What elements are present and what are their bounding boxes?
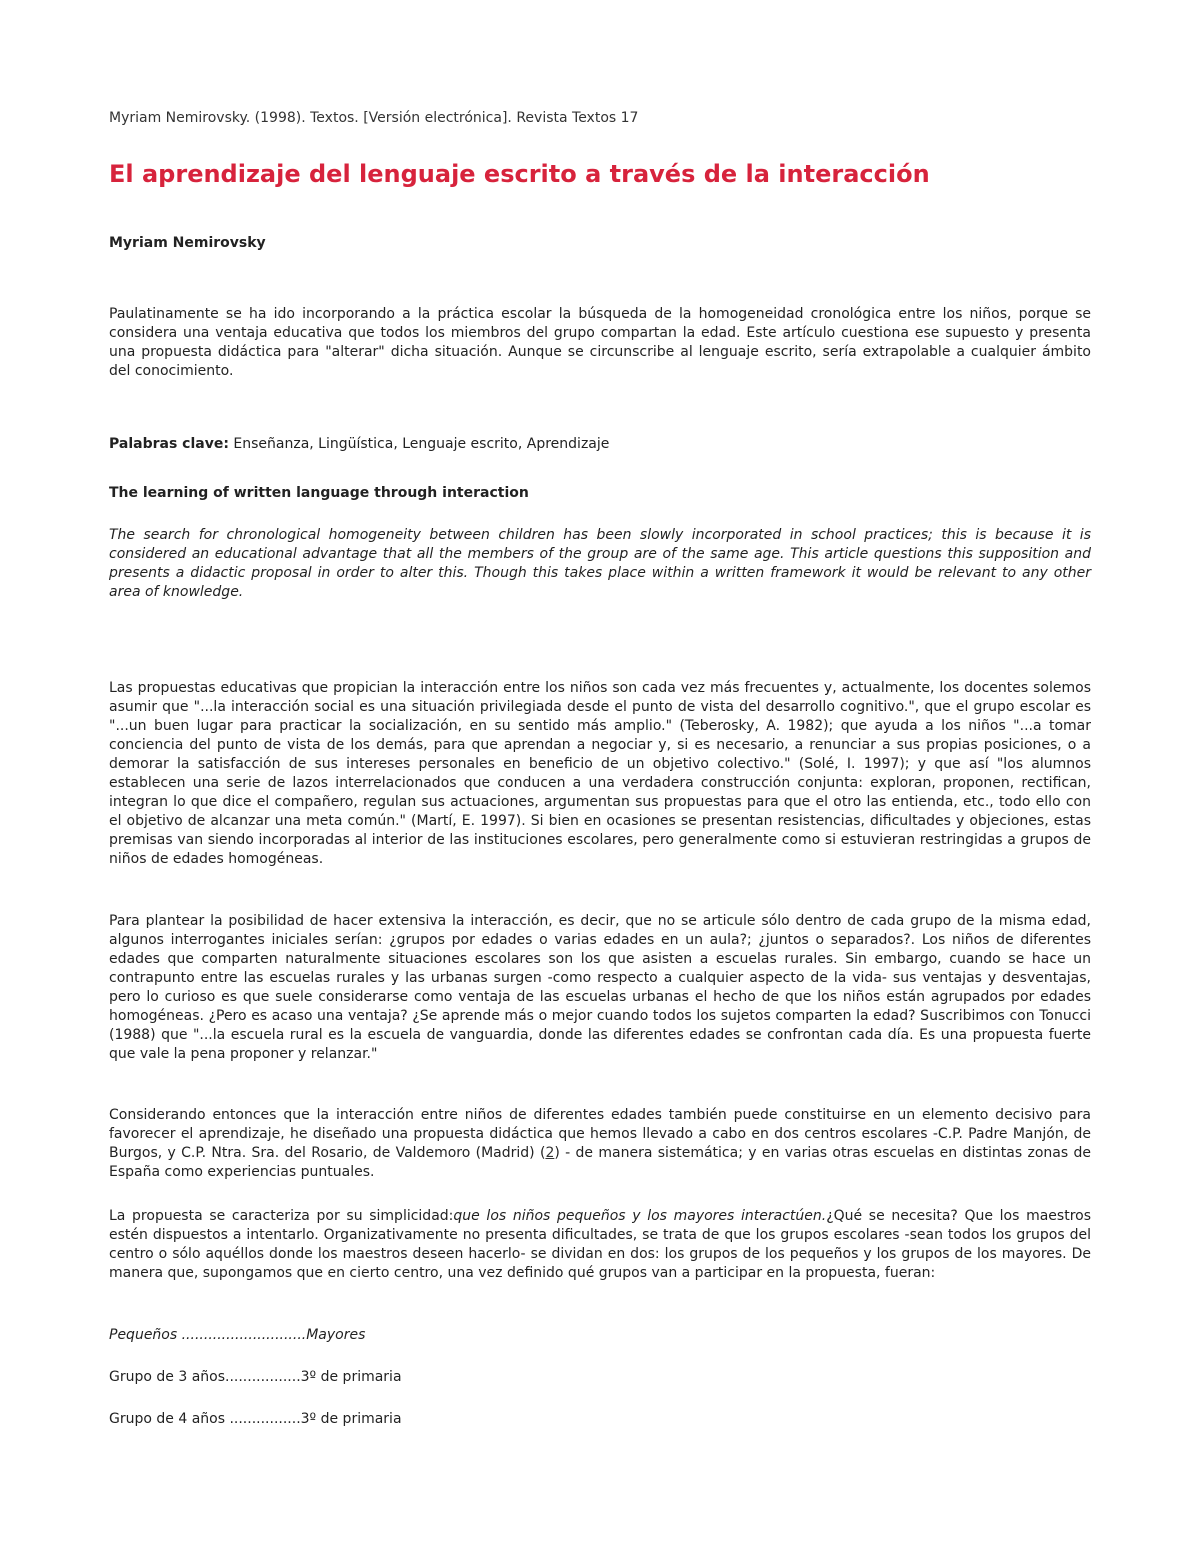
author-name: Myriam Nemirovsky	[109, 235, 266, 251]
groups-row-2: Grupo de 4 años ................3º de primaria	[109, 1411, 402, 1427]
abstract-en: The search for chronological homogeneity between children has been slowly incorporated in school practices; this is because it is considered an educational advantage that all the members of the group are of the same age. This article questions this supposition and presents a didactic proposal in order to alter this. Though this takes place within a written framework it would be relevant to any other area of knowledge.	[109, 527, 1091, 600]
keywords-label: Palabras clave:	[109, 436, 229, 452]
body-paragraph-3	[109, 1106, 1091, 1182]
p3-text-before: Considerando entonces que la interacción entre niños de diferentes edades también puede constituirse en un elemento decisivo para favorecer el aprendizaje, he diseñado una propuesta didáctica que hemos llevado a cabo en dos centros escolares -C.P. Padre Manjón, de Burgos, y C.P. Ntra. Sra. del Rosario, de Valdemoro (Madrid) (	[109, 1107, 1091, 1161]
p4-italic-phrase: que los niños pequeños y los mayores interactúen.	[453, 1208, 827, 1224]
body-paragraph-4	[109, 1207, 1091, 1283]
body-paragraph-1: Las propuestas educativas que propician la interacción entre los niños son cada vez más frecuentes y, actualmente, los docentes solemos asumir que "...la interacción social es una situación privilegiada desde el punto de vista del desarrollo cognitivo.", que el grupo escolar es "...un buen lugar para practicar la socialización, en su sentido más amplio." (Teberosky, A. 1982); que ayuda a los niños "...a tomar conciencia del punto de vista de los demás, para que aprendan a negociar y, si es necesario, a renunciar a sus propias posiciones, o a demorar la satisfacción de sus intereses personales en beneficio de un objetivo colectivo." (Solé, I. 1997); y que así "los alumnos establecen una serie de lazos interrelacionados que conducen a una verdadera construcción conjunta: exploran, proponen, rectifican, integran lo que dice el compañero, regulan sus actuaciones, argumentan sus propuestas para que el otro las entienda, etc., todo ello con el objetivo de alcanzar una meta común." (Martí, E. 1997). Si bien en ocasiones se presentan resistencias, dificultades y objeciones, estas premisas van siendo incorporadas al interior de las instituciones escolares, pero generalmente como si estuvieran restringidas a grupos de niños de edades homogéneas.	[109, 680, 1091, 867]
citation: Myriam Nemirovsky. (1998). Textos. [Versión electrónica]. Revista Textos 17	[109, 110, 639, 126]
keywords-value: Enseñanza, Lingüística, Lenguaje escrito, Aprendizaje	[228, 436, 610, 452]
groups-row-1: Grupo de 3 años.................3º de primaria	[109, 1369, 402, 1385]
abstract-es: Paulatinamente se ha ido incorporando a la práctica escolar la búsqueda de la homogeneidad cronológica entre los niños, porque se considera una ventaja educativa que todos los miembros del grupo compartan la edad. Este artículo cuestiona ese supuesto y presenta una propuesta didáctica para "alterar" dicha situación. Aunque se circunscribe al lenguaje escrito, sería extrapolable a cualquier ámbito del conocimiento.	[109, 306, 1091, 379]
english-title: The learning of written language through interaction	[109, 485, 529, 501]
body-paragraph-2: Para plantear la posibilidad de hacer extensiva la interacción, es decir, que no se articule sólo dentro de cada grupo de la misma edad, algunos interrogantes iniciales serían: ¿grupos por edades o varias edades en un aula?; ¿juntos o separados?. Los niños de diferentes edades que comparten naturalmente situaciones escolares son los que asisten a escuelas rurales. Sin embargo, cuando se hace un contrapunto entre las escuelas rurales y las urbanas surgen -como respecto a cualquier aspecto de la vida- sus ventajas y desventajas, pero lo curioso es que suele considerarse como ventaja de las escuelas urbanas el hecho de que los niños están agrupados por edades homogéneas. ¿Pero es acaso una ventaja? ¿Se aprende más o mejor cuando todos los sujetos comparten la edad? Suscribimos con Tonucci (1988) que "...la escuela rural es la escuela de vanguardia, donde las diferentes edades se confrontan cada día. Es una propuesta fuerte que vale la pena proponer y relanzar."	[109, 913, 1091, 1062]
keywords	[109, 435, 1091, 454]
p4-text-after: ¿Qué se necesita? Que los maestros estén dispuestos a intentarlo. Organizativamente no presenta dificultades, se trata de que los grupos escolares -sean todos los grupos del centro o sólo aquéllos donde los maestros deseen hacerlo- se dividan en dos: los grupos de los pequeños y los grupos de los mayores. De manera que, supongamos que en cierto centro, una vez definido qué grupos van a participar en la propuesta, fueran:	[109, 1208, 1091, 1281]
article-title: El aprendizaje del lenguaje escrito a través de la interacción	[109, 160, 930, 188]
groups-header: Pequeños ............................Mayores	[109, 1327, 366, 1343]
footnote-link[interactable]: 2	[545, 1145, 555, 1161]
p4-text-before: La propuesta se caracteriza por su simplicidad:	[109, 1208, 454, 1224]
p3-text-after: ) - de manera sistemática; y en varias otras escuelas en distintas zonas de España como experiencias puntuales.	[109, 1145, 1091, 1180]
